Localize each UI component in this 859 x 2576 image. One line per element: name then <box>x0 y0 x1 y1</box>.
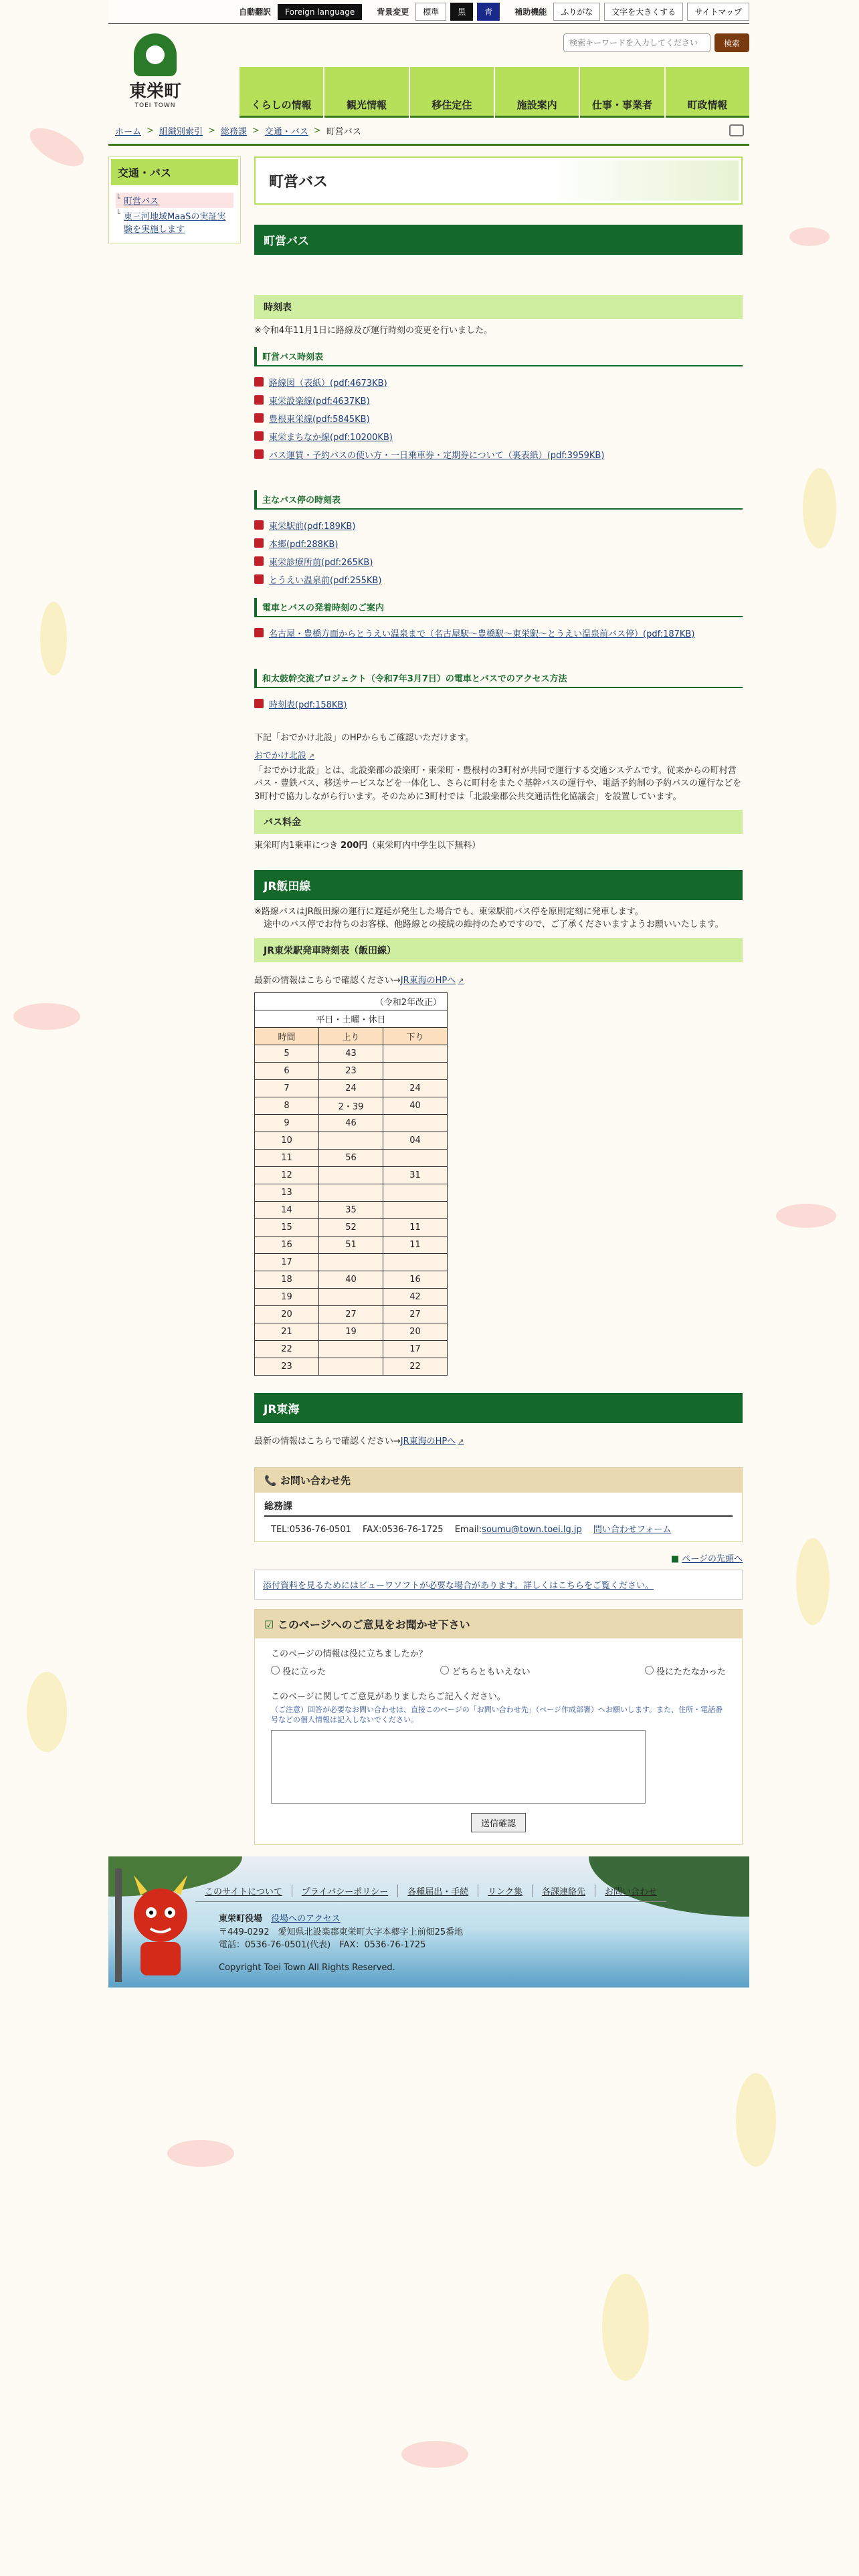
table-cell: 5 <box>255 1045 319 1063</box>
list-item <box>254 445 743 463</box>
jr-tokai-link[interactable]: JR東海のHPへ ↗ <box>401 976 464 986</box>
heading-connections: 電車とバスの発着時刻のご案内 <box>254 598 743 617</box>
table-header: 上り <box>319 1028 383 1045</box>
pdf-link[interactable]: 東栄まちなか線(pdf:10200KB) <box>269 432 393 443</box>
pdf-link[interactable]: 本郷(pdf:288KB) <box>269 539 339 550</box>
table-cell <box>383 1045 448 1063</box>
footer-address <box>219 1913 463 1974</box>
feedback-question-2: このページに関してご意見がありましたらご記入ください。 <box>271 1691 506 1702</box>
table-cell: 16 <box>255 1237 319 1254</box>
option-helpful[interactable]: 役に立った <box>271 1665 326 1677</box>
side-menu-title: 交通・バス <box>109 157 240 187</box>
pdf-link[interactable]: 名古屋・豊橋方面からとうえい温泉まで（名古屋駅〜豊橋駅〜東栄駅〜とうえい温泉前バス停）(pdf:187KB) <box>269 629 695 639</box>
heading-main-stops: 主なバス停の時刻表 <box>254 490 743 510</box>
table-row <box>255 1271 448 1289</box>
table-cell: 17 <box>255 1254 319 1271</box>
breadcrumb-arrow-icon: > <box>252 126 260 136</box>
table-cell: 27 <box>319 1306 383 1323</box>
route-change-note: ※令和4年11月1日に路線及び運行時刻の変更を行いました。 <box>254 326 492 336</box>
table-cell: 27 <box>383 1306 448 1323</box>
side-item-maas[interactable] <box>116 208 233 236</box>
table-cell: 43 <box>319 1045 383 1063</box>
table-cell: 2・39 <box>319 1097 383 1115</box>
table-cell: 51 <box>319 1237 383 1254</box>
pdf-link[interactable]: 時刻表(pdf:158KB) <box>269 700 347 710</box>
translate-label: 自動翻訳 <box>239 7 272 17</box>
footer-office-name: 東栄町役場 <box>219 1914 263 1924</box>
table-row <box>255 1254 448 1271</box>
jr-timetable <box>254 992 448 1376</box>
heading-fare: バス料金 <box>254 810 743 834</box>
heading-town-bus: 町営バス <box>254 225 743 255</box>
table-cell: 24 <box>319 1080 383 1097</box>
table-row <box>255 1080 448 1097</box>
heading-timetable: 時刻表 <box>254 295 743 319</box>
town-emblem-icon <box>134 33 177 76</box>
nav-town-admin[interactable]: 町政情報 <box>666 67 749 118</box>
list-item <box>254 516 743 534</box>
tokai-link[interactable]: JR東海のHPへ ↗ <box>401 1436 464 1446</box>
feedback-textarea[interactable] <box>271 1730 646 1804</box>
jr-note-1: ※路線バスはJR飯田線の運行に遅延が発生した場合でも、東栄駅前バス停を原則定刻に発車します。 <box>254 906 644 917</box>
sitemap-button[interactable]: サイトマップ <box>687 3 749 21</box>
background-change-label: 背景変更 <box>377 7 409 17</box>
table-cell: 22 <box>383 1358 448 1376</box>
table-row <box>255 1341 448 1358</box>
list-item <box>254 391 743 409</box>
breadcrumb-transport[interactable]: 交通・バス <box>264 127 308 137</box>
breadcrumb-general-affairs[interactable]: 総務課 <box>220 127 247 137</box>
page-title: 町営バス <box>254 156 743 205</box>
footer-links <box>195 1885 666 1902</box>
table-cell <box>319 1289 383 1306</box>
contact-email-link[interactable]: soumu@town.toei.lg.jp <box>482 1524 582 1535</box>
print-icon[interactable] <box>729 124 744 136</box>
logo-en-text: TOEI TOWN <box>134 102 176 109</box>
heading-jr-iida: JR飯田線 <box>254 870 743 900</box>
table-cell: 19 <box>255 1289 319 1306</box>
site-header <box>108 24 749 118</box>
table-row <box>255 1219 448 1237</box>
jr-latest-info: 最新の情報はこちらで確認ください→JR東海のHPへ ↗ <box>254 974 743 988</box>
list-item <box>254 534 743 552</box>
footer-link-links[interactable]: リンク集 <box>478 1885 533 1897</box>
check-icon: ☑ <box>264 1618 278 1631</box>
table-cell: 46 <box>319 1115 383 1132</box>
footer-link-inquiry[interactable]: お問い合わせ <box>604 1887 657 1897</box>
table-cell <box>383 1115 448 1132</box>
feedback-question-1: このページの情報は役に立ちましたか？ <box>271 1648 427 1659</box>
pdf-link[interactable]: 東栄駅前(pdf:189KB) <box>269 521 356 532</box>
page-top <box>254 1551 743 1564</box>
table-cell: 19 <box>319 1323 383 1341</box>
breadcrumb-current: 町営バス <box>326 127 361 137</box>
breadcrumb-arrow-icon: > <box>147 126 154 136</box>
jr-note-2: 途中のバス停でお待ちのお客様、他路線との接続の維持のためですので、ご了承くださいますようお願いいたします。 <box>264 920 724 930</box>
nav-migration[interactable]: 移住定住 <box>410 67 494 118</box>
list-item <box>254 552 743 570</box>
site-logo[interactable] <box>122 33 189 114</box>
utility-bar <box>108 0 749 24</box>
table-cell <box>383 1254 448 1271</box>
table-row <box>255 1045 448 1063</box>
project-pdf-list <box>254 695 743 713</box>
table-row <box>255 1289 448 1306</box>
global-nav <box>240 67 749 118</box>
list-item <box>254 427 743 445</box>
table-row <box>255 1202 448 1219</box>
table-cell: 42 <box>383 1289 448 1306</box>
contact-fax: FAX:0536-76-1725 <box>363 1524 444 1535</box>
footer-access-link[interactable]: 役場へのアクセス <box>271 1914 341 1924</box>
connect-pdf-list <box>254 624 743 642</box>
list-item <box>254 624 743 642</box>
pdf-link[interactable]: 東栄設楽線(pdf:4637KB) <box>269 396 370 407</box>
assist-label: 補助機能 <box>514 7 547 17</box>
nav-tourism[interactable]: 観光情報 <box>324 67 408 118</box>
breadcrumb-arrow-icon: > <box>207 126 215 136</box>
table-cell: 6 <box>255 1063 319 1080</box>
table-cell <box>383 1063 448 1080</box>
search-button[interactable]: 検索 <box>714 33 749 52</box>
table-cell: 22 <box>255 1341 319 1358</box>
odekake-link[interactable]: おでかけ北設 ↗ <box>254 751 314 761</box>
table-row <box>255 1063 448 1080</box>
breadcrumb-home[interactable]: ホーム <box>115 127 142 137</box>
table-row <box>255 1306 448 1323</box>
option-not-helpful[interactable]: 役にたたなかった <box>645 1665 726 1677</box>
table-cell <box>383 1184 448 1202</box>
feedback-heading: ☑ このページへのご意見をお聞かせ下さい <box>255 1610 742 1638</box>
heading-project-access: 和太鼓幹交流プロジェクト（令和7年3月7日）の電車とバスでのアクセス方法 <box>254 669 743 688</box>
table-cell: 11 <box>255 1150 319 1167</box>
footer-phone: 電話：0536-76-0501(代表) FAX：0536-76-1725 <box>219 1940 426 1950</box>
breadcrumb-arrow-icon: > <box>313 126 321 136</box>
contact-department: 総務課 <box>264 1499 733 1517</box>
search-input[interactable] <box>563 33 710 52</box>
heading-jr-table: JR東栄駅発車時刻表（飯田線） <box>254 938 743 962</box>
footer-link-about[interactable]: このサイトについて <box>195 1885 292 1897</box>
pdf-link[interactable]: 豊根東栄線(pdf:5845KB) <box>269 414 370 425</box>
table-cell <box>319 1341 383 1358</box>
list-item <box>254 695 743 713</box>
mascot-oni-icon <box>114 1868 194 1982</box>
table-cell: 14 <box>255 1202 319 1219</box>
search-form <box>563 33 749 52</box>
table-cell <box>319 1358 383 1376</box>
bg-black-button[interactable]: 黒 <box>450 3 473 21</box>
breadcrumb-org-index[interactable]: 組織別索引 <box>159 127 203 137</box>
feedback-options <box>271 1665 726 1677</box>
table-cell <box>383 1150 448 1167</box>
foreign-language-button[interactable]: Foreign language <box>278 4 362 20</box>
nav-living[interactable]: くらしの情報 <box>240 67 323 118</box>
bg-standard-button[interactable]: 標準 <box>415 3 446 21</box>
table-cell: 20 <box>255 1306 319 1323</box>
fare-text: 東栄町内1乗車につき 200円（東栄町内中学生以下無料） <box>254 841 481 851</box>
table-cell: 40 <box>383 1097 448 1115</box>
fare-amount: 200円 <box>341 841 368 851</box>
table-row <box>255 1237 448 1254</box>
table-cell: 11 <box>383 1219 448 1237</box>
side-menu <box>108 156 241 243</box>
table-row <box>255 1167 448 1184</box>
table-row <box>255 1184 448 1202</box>
contact-tel: TEL:0536-76-0501 <box>271 1524 351 1535</box>
table-cell <box>319 1254 383 1271</box>
table-cell: 7 <box>255 1080 319 1097</box>
table-cell <box>319 1132 383 1150</box>
table-cell: 23 <box>255 1358 319 1376</box>
table-row <box>255 1132 448 1150</box>
table-cell: 12 <box>255 1167 319 1184</box>
page-top-link[interactable]: ページの先頭へ <box>682 1553 743 1564</box>
footer-link-procedures[interactable]: 各種届出・手続 <box>398 1885 478 1897</box>
table-cell: 24 <box>383 1080 448 1097</box>
table-row <box>255 1150 448 1167</box>
table-cell <box>383 1202 448 1219</box>
table-cell: 18 <box>255 1271 319 1289</box>
pdf-link[interactable]: 路線図（表紙）(pdf:4673KB) <box>269 378 387 389</box>
table-header: 下り <box>383 1028 448 1045</box>
pdf-link[interactable]: バス運賃・予約バスの使い方・一日乗車券・定期券について（裏表紙）(pdf:3959KB) <box>269 450 605 461</box>
table-edition: （令和2年改正） <box>255 993 448 1010</box>
nav-facilities[interactable]: 施設案内 <box>495 67 579 118</box>
table-cell <box>319 1184 383 1202</box>
table-cell: 52 <box>319 1219 383 1237</box>
list-item <box>254 373 743 391</box>
table-header: 時間 <box>255 1028 319 1045</box>
table-cell: 8 <box>255 1097 319 1115</box>
viewer-note <box>254 1570 743 1600</box>
copyright: Copyright Toei Town All Rights Reserved. <box>219 1962 395 1973</box>
contact-form-link[interactable]: 問い合わせフォーム <box>593 1524 672 1535</box>
table-row <box>255 1097 448 1115</box>
table-cell: 20 <box>383 1323 448 1341</box>
table-row <box>255 1323 448 1341</box>
up-arrow-icon: ■ <box>670 1553 682 1564</box>
table-cell: 40 <box>319 1271 383 1289</box>
heading-jr-tokai: JR東海 <box>254 1393 743 1423</box>
table-cell: 15 <box>255 1219 319 1237</box>
footer-link-contacts[interactable]: 各課連絡先 <box>533 1885 595 1897</box>
contact-heading: 📞 お問い合わせ先 <box>255 1468 742 1493</box>
table-cell: 10 <box>255 1132 319 1150</box>
furigana-button[interactable]: ふりがな <box>553 3 600 21</box>
nav-business[interactable]: 仕事・事業者 <box>580 67 664 118</box>
list-item <box>254 409 743 427</box>
submit-button[interactable]: 送信確認 <box>471 1813 526 1832</box>
feedback-form <box>254 1609 743 1846</box>
table-cell: 13 <box>255 1184 319 1202</box>
table-row <box>255 1115 448 1132</box>
footer-link-privacy[interactable]: プライバシーポリシー <box>292 1885 398 1897</box>
phone-icon: 📞 <box>264 1474 280 1487</box>
logo-text: 東栄町 <box>128 82 181 102</box>
footer-postal-address: 〒449-0292 愛知県北設楽郡東栄町大字本郷字上前畑25番地 <box>219 1927 464 1937</box>
side-item-town-bus[interactable] <box>116 193 233 208</box>
contact-info: TEL:0536-76-0501 FAX:0536-76-1725 Email:soumu@town.toei.lg.jp 問い合わせフォーム <box>271 1524 672 1535</box>
table-cell <box>319 1167 383 1184</box>
table-cell: 23 <box>319 1063 383 1080</box>
table-cell: 11 <box>383 1237 448 1254</box>
breadcrumb <box>108 118 749 146</box>
odekake-intro: 下記「おでかけ北設」のHPからもご確認いただけます。 <box>254 732 474 743</box>
bus-pdf-list <box>254 373 743 463</box>
table-cell: 21 <box>255 1323 319 1341</box>
table-cell: 16 <box>383 1271 448 1289</box>
pdf-link[interactable]: とうえい温泉前(pdf:255KB) <box>269 575 382 586</box>
main-content <box>254 156 743 1845</box>
feedback-note: （ご注意）回答が必要なお問い合わせは、直接このページの「お問い合わせ先」（ページ作成部署）へお願いします。また、住所・電話番号などの個人情報は記入しないでください。 <box>271 1705 723 1724</box>
table-daytype: 平日・土曜・休日 <box>255 1010 448 1028</box>
table-cell: 56 <box>319 1150 383 1167</box>
text-larger-button[interactable]: 文字を大きくする <box>604 3 683 21</box>
viewer-note-link[interactable]: 添付資料を見るためにはビューワソフトが必要な場合があります。詳しくはこちらをご覧ください。 <box>263 1580 654 1591</box>
table-row <box>255 1358 448 1376</box>
bg-blue-button[interactable]: 青 <box>477 3 500 21</box>
contact-box <box>254 1467 743 1542</box>
table-cell: 9 <box>255 1115 319 1132</box>
option-neutral[interactable]: どちらともいえない <box>440 1665 530 1677</box>
odekake-description: 「おでかけ北設」とは、北設楽郡の設楽町・東栄町・豊根村の3町村が共同で運行する交通システムです。従来からの町村営バス・豊鉄バス、移送サービスなどを一体化し、さらに町村をまたぐ基幹バスの運行や、電話予約制の予約バスの運行などを3町村で協力しながら行います。そのために3町村では「北設楽郡公共交通活性化協議会」を設置しています。 <box>254 765 742 802</box>
table-cell: 35 <box>319 1202 383 1219</box>
site-footer <box>108 1856 749 1988</box>
side-item-label[interactable]: 町営バス <box>124 197 159 207</box>
side-item-label[interactable]: 東三河地域MaaSの実証実験を実施します <box>124 212 226 235</box>
table-cell: 17 <box>383 1341 448 1358</box>
pdf-link[interactable]: 東栄診療所前(pdf:265KB) <box>269 557 373 568</box>
table-cell: 31 <box>383 1167 448 1184</box>
stop-pdf-list <box>254 516 743 588</box>
tokai-latest-info: 最新の情報はこちらで確認ください→JR東海のHPへ ↗ <box>254 1435 743 1448</box>
heading-bus-timetable: 町営バス時刻表 <box>254 347 743 366</box>
list-item <box>254 570 743 588</box>
table-cell: 04 <box>383 1132 448 1150</box>
